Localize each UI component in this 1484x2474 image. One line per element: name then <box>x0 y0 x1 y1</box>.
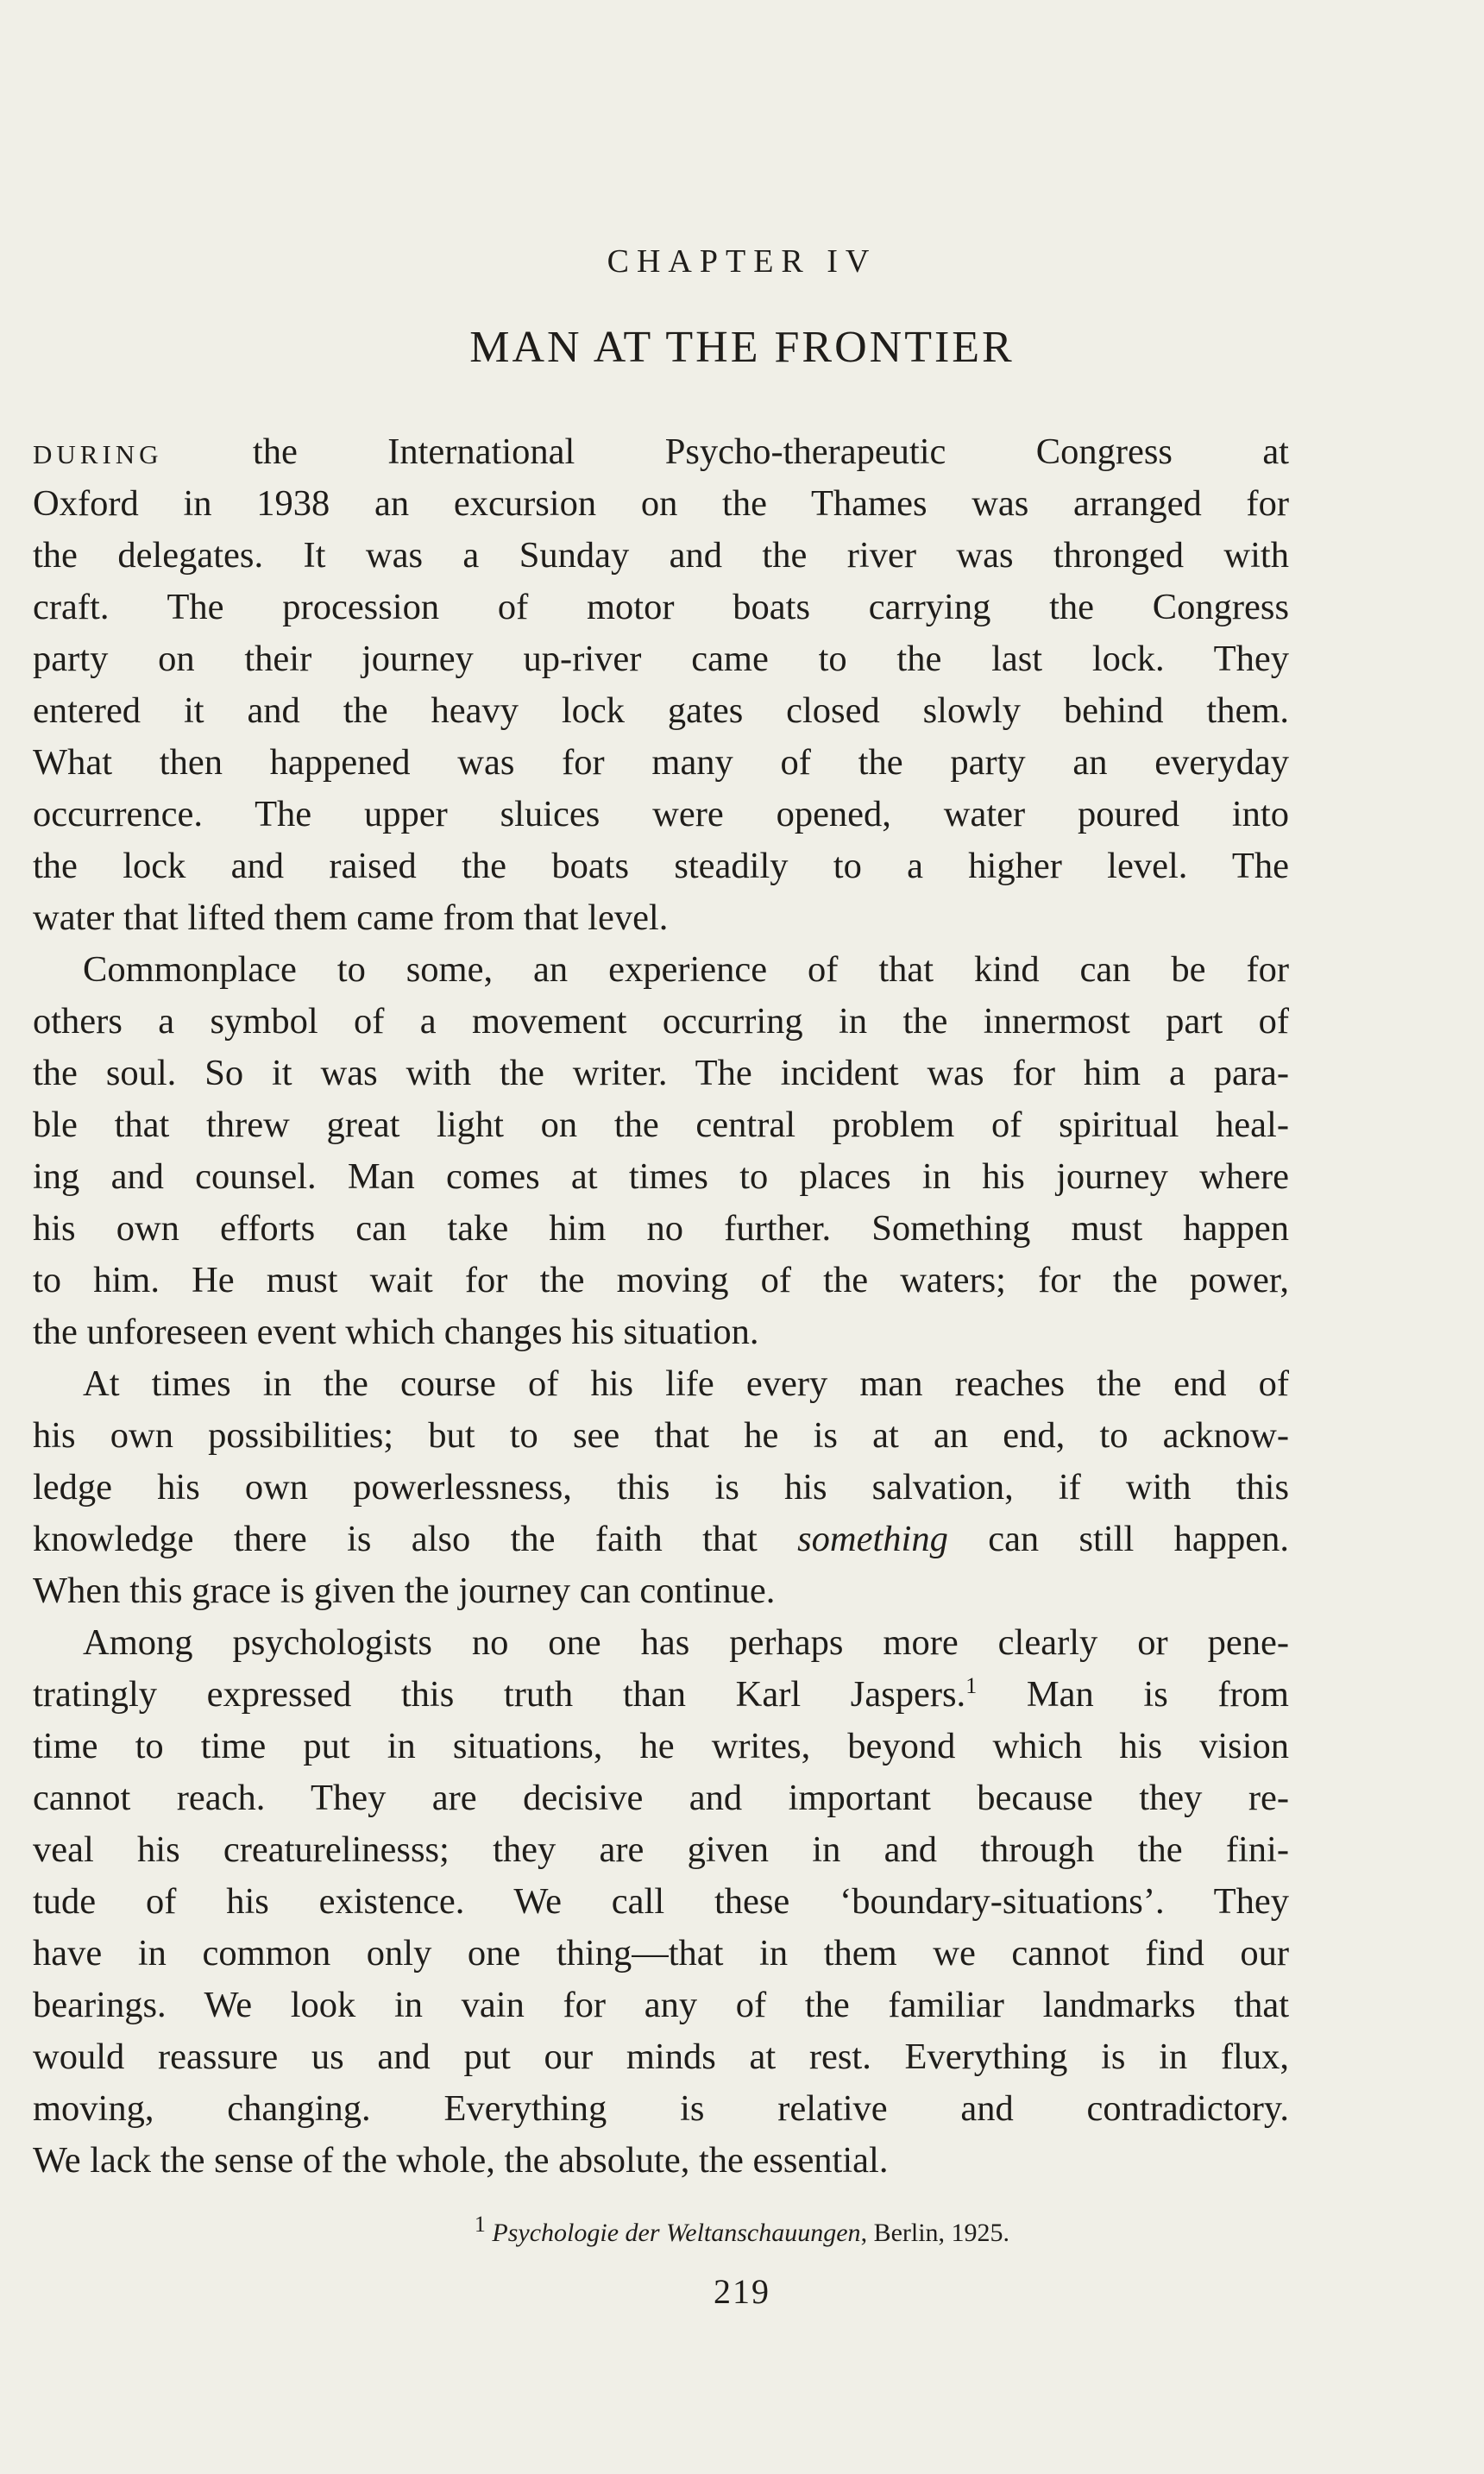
text-line: have in common only one thing—that in them we cannot find our <box>33 1933 1289 1974</box>
text-line: the lock and raised the boats steadily to a higher level. The <box>33 846 1289 886</box>
text-line: cannot reach. They are decisive and important because they re- <box>33 1778 1289 1818</box>
text-line: knowledge there is also the faith that something can still happen. <box>33 1519 1289 1559</box>
opening-smallcaps: DURING <box>33 439 163 469</box>
emphasis: something <box>797 1519 948 1559</box>
text-line: Oxford in 1938 an excursion on the Thames was arranged for <box>33 483 1289 524</box>
text-line: to him. He must wait for the moving of the waters; for the power, <box>33 1260 1289 1300</box>
text-line: occurrence. The upper sluices were opened, water poured into <box>33 794 1289 834</box>
text-line: When this grace is given the journey can continue. <box>33 1571 776 1611</box>
text-line: craft. The procession of motor boats carrying the Congress <box>33 587 1289 627</box>
footnote-details: , Berlin, 1925. <box>860 2219 1010 2247</box>
text-line: At times in the course of his life every man reaches the end of <box>83 1363 1289 1404</box>
footnote-mark: 1 <box>474 2212 486 2237</box>
text-line: his own possibilities; but to see that he is at an end, to acknow- <box>33 1415 1289 1456</box>
text-line: We lack the sense of the whole, the absolute, the essential. <box>33 2140 889 2181</box>
chapter-label: CHAPTER IV <box>607 243 877 280</box>
text-line: Among psychologists no one has perhaps more clearly or pene- <box>83 1622 1289 1663</box>
text-line: bearings. We look in vain for any of the familiar landmarks that <box>33 1985 1289 2025</box>
footnote-reference: 1 <box>965 1672 978 1698</box>
text-line: entered it and the heavy lock gates closed slowly behind them. <box>33 690 1289 731</box>
body-text <box>33 426 1289 2187</box>
text-line: DURING the International Psycho-therapeutic Congress at <box>33 431 1289 472</box>
page-number: 219 <box>714 2272 770 2311</box>
text-line: What then happened was for many of the party an everyday <box>33 742 1289 783</box>
text-line: tratingly expressed this truth than Karl Jaspers.$^1$ Man is from <box>33 1672 1289 1715</box>
text-line: ing and counsel. Man comes at times to places in his journey where <box>33 1156 1289 1197</box>
text-line: ledge his own powerlessness, this is his salvation, if with this <box>33 1467 1289 1508</box>
text-line: tude of his existence. We call these ‘boundary-situations’. They <box>33 1881 1289 1922</box>
text-line: water that lifted them came from that level. <box>33 897 669 938</box>
text-line: Commonplace to some, an experience of that kind can be for <box>83 949 1289 990</box>
footnote-title: Psychologie der Weltanschauungen <box>492 2219 861 2247</box>
text-line: the delegates. It was a Sunday and the river was thronged with <box>33 535 1289 576</box>
text-line: veal his creaturelinesss; they are given in and through the fini- <box>33 1829 1289 1870</box>
text-line: the soul. So it was with the writer. The incident was for him a para- <box>33 1053 1289 1093</box>
footnote <box>0 2214 1484 2252</box>
text-line: his own efforts can take him no further. Something must happen <box>33 1208 1289 1249</box>
text-line: moving, changing. Everything is relative and contradictory. <box>33 2088 1289 2129</box>
text-line: party on their journey up-river came to the last lock. They <box>33 639 1289 679</box>
text-line: the unforeseen event which changes his situation. <box>33 1312 759 1352</box>
chapter-title: MAN AT THE FRONTIER <box>469 323 1015 372</box>
text-line: ble that threw great light on the central problem of spiritual heal- <box>33 1105 1289 1145</box>
text-line: would reassure us and put our minds at rest. Everything is in flux, <box>33 2036 1289 2077</box>
text-line: others a symbol of a movement occurring in the innermost part of <box>33 1001 1289 1042</box>
text-line: time to time put in situations, he writes, beyond which his vision <box>33 1726 1289 1766</box>
